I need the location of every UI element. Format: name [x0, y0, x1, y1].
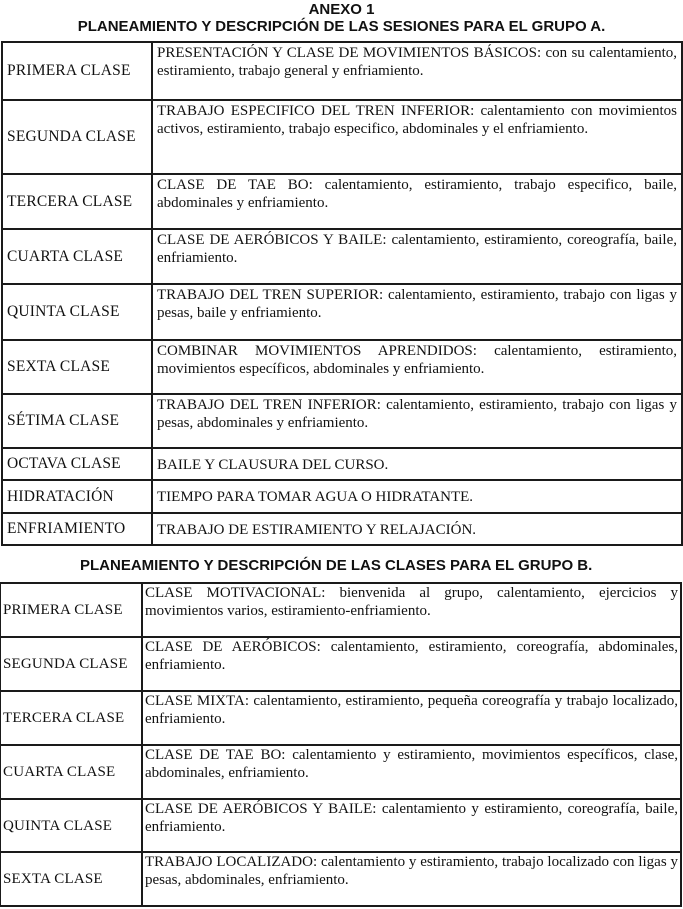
session-description: CLASE DE AERÓBICOS Y BAILE: calentamiento, estiramiento, coreografía, baile, enfriamiento. — [152, 229, 682, 284]
table-row — [0, 799, 681, 852]
table-row — [2, 340, 682, 394]
session-description: CLASE DE AERÓBICOS Y BAILE: calentamiento y estiramiento, coreografía, baile, enfriamiento. — [142, 799, 681, 852]
table-row — [2, 394, 682, 448]
group-b-sessions-table — [0, 582, 682, 907]
table-row — [2, 174, 682, 229]
table-row — [2, 284, 682, 340]
session-name: CUARTA CLASE — [0, 745, 142, 799]
table-row — [2, 42, 682, 100]
session-name: SEXTA CLASE — [0, 852, 142, 906]
session-description: CLASE DE TAE BO: calentamiento, estiramiento, trabajo especifico, baile, abdominales y enfriamiento. — [152, 174, 682, 229]
session-name: SEXTA CLASE — [2, 340, 152, 394]
annex-title: ANEXO 1 — [308, 1, 375, 18]
session-name: PRIMERA CLASE — [0, 583, 142, 637]
session-description: TRABAJO DEL TREN SUPERIOR: calentamiento, estiramiento, trabajo con ligas y pesas, baile y enfriamiento. — [152, 284, 682, 340]
session-description: TRABAJO LOCALIZADO: calentamiento y estiramiento, trabajo localizado con ligas y pesas, abdominales, enfriamiento. — [142, 852, 681, 906]
group-a-sessions-table — [1, 41, 683, 546]
session-description: CLASE MIXTA: calentamiento, estiramiento, pequeña coreografía y trabajo localizado, enfriamiento. — [142, 691, 681, 745]
session-name: CUARTA CLASE — [2, 229, 152, 284]
table-row — [0, 583, 681, 637]
session-description: TRABAJO ESPECIFICO DEL TREN INFERIOR: calentamiento con movimientos activos, estiramiento, trabajo especifico, abdominales y el enfriamiento. — [152, 100, 682, 174]
table-row — [2, 448, 682, 480]
session-name: QUINTA CLASE — [2, 284, 152, 340]
group-b-title: PLANEAMIENTO Y DESCRIPCIÓN DE LAS CLASES PARA EL GRUPO B. — [80, 557, 593, 574]
table-row — [0, 745, 681, 799]
session-description: PRESENTACIÓN Y CLASE DE MOVIMIENTOS BÁSICOS: con su calentamiento, estiramiento, trabajo general y enfriamiento. — [152, 42, 682, 100]
table-row — [2, 480, 682, 513]
table-row — [0, 637, 681, 691]
session-name: ENFRIAMIENTO — [2, 513, 152, 545]
session-description: TRABAJO DE ESTIRAMIENTO Y RELAJACIÓN. — [152, 513, 682, 545]
session-name: QUINTA CLASE — [0, 799, 142, 852]
session-name: HIDRATACIÓN — [2, 480, 152, 513]
table-row — [0, 852, 681, 906]
session-description: COMBINAR MOVIMIENTOS APRENDIDOS: calentamiento, estiramiento, movimientos específicos, abdominales y enfriamiento. — [152, 340, 682, 394]
session-name: TERCERA CLASE — [2, 174, 152, 229]
session-description: CLASE DE TAE BO: calentamiento y estiramiento, movimientos específicos, clase, abdominales, enfriamiento. — [142, 745, 681, 799]
session-name: SEGUNDA CLASE — [2, 100, 152, 174]
session-name: TERCERA CLASE — [0, 691, 142, 745]
session-description: CLASE MOTIVACIONAL: bienvenida al grupo, calentamiento, ejercicios y movimientos varios, estiramiento-enfriamiento. — [142, 583, 681, 637]
session-description: TIEMPO PARA TOMAR AGUA O HIDRATANTE. — [152, 480, 682, 513]
table-row — [0, 691, 681, 745]
session-name: SEGUNDA CLASE — [0, 637, 142, 691]
table-row — [2, 513, 682, 545]
session-name: OCTAVA CLASE — [2, 448, 152, 480]
session-name: SÉTIMA CLASE — [2, 394, 152, 448]
table-row — [2, 100, 682, 174]
group-a-title: PLANEAMIENTO Y DESCRIPCIÓN DE LAS SESIONES PARA EL GRUPO A. — [77, 18, 606, 35]
session-description: BAILE Y CLAUSURA DEL CURSO. — [152, 448, 682, 480]
session-description: CLASE DE AERÓBICOS: calentamiento, estiramiento, coreografía, abdominales, enfriamiento. — [142, 637, 681, 691]
session-description: TRABAJO DEL TREN INFERIOR: calentamiento, estiramiento, trabajo con ligas y pesas, abdominales y enfriamiento. — [152, 394, 682, 448]
table-row — [2, 229, 682, 284]
session-name: PRIMERA CLASE — [2, 42, 152, 100]
